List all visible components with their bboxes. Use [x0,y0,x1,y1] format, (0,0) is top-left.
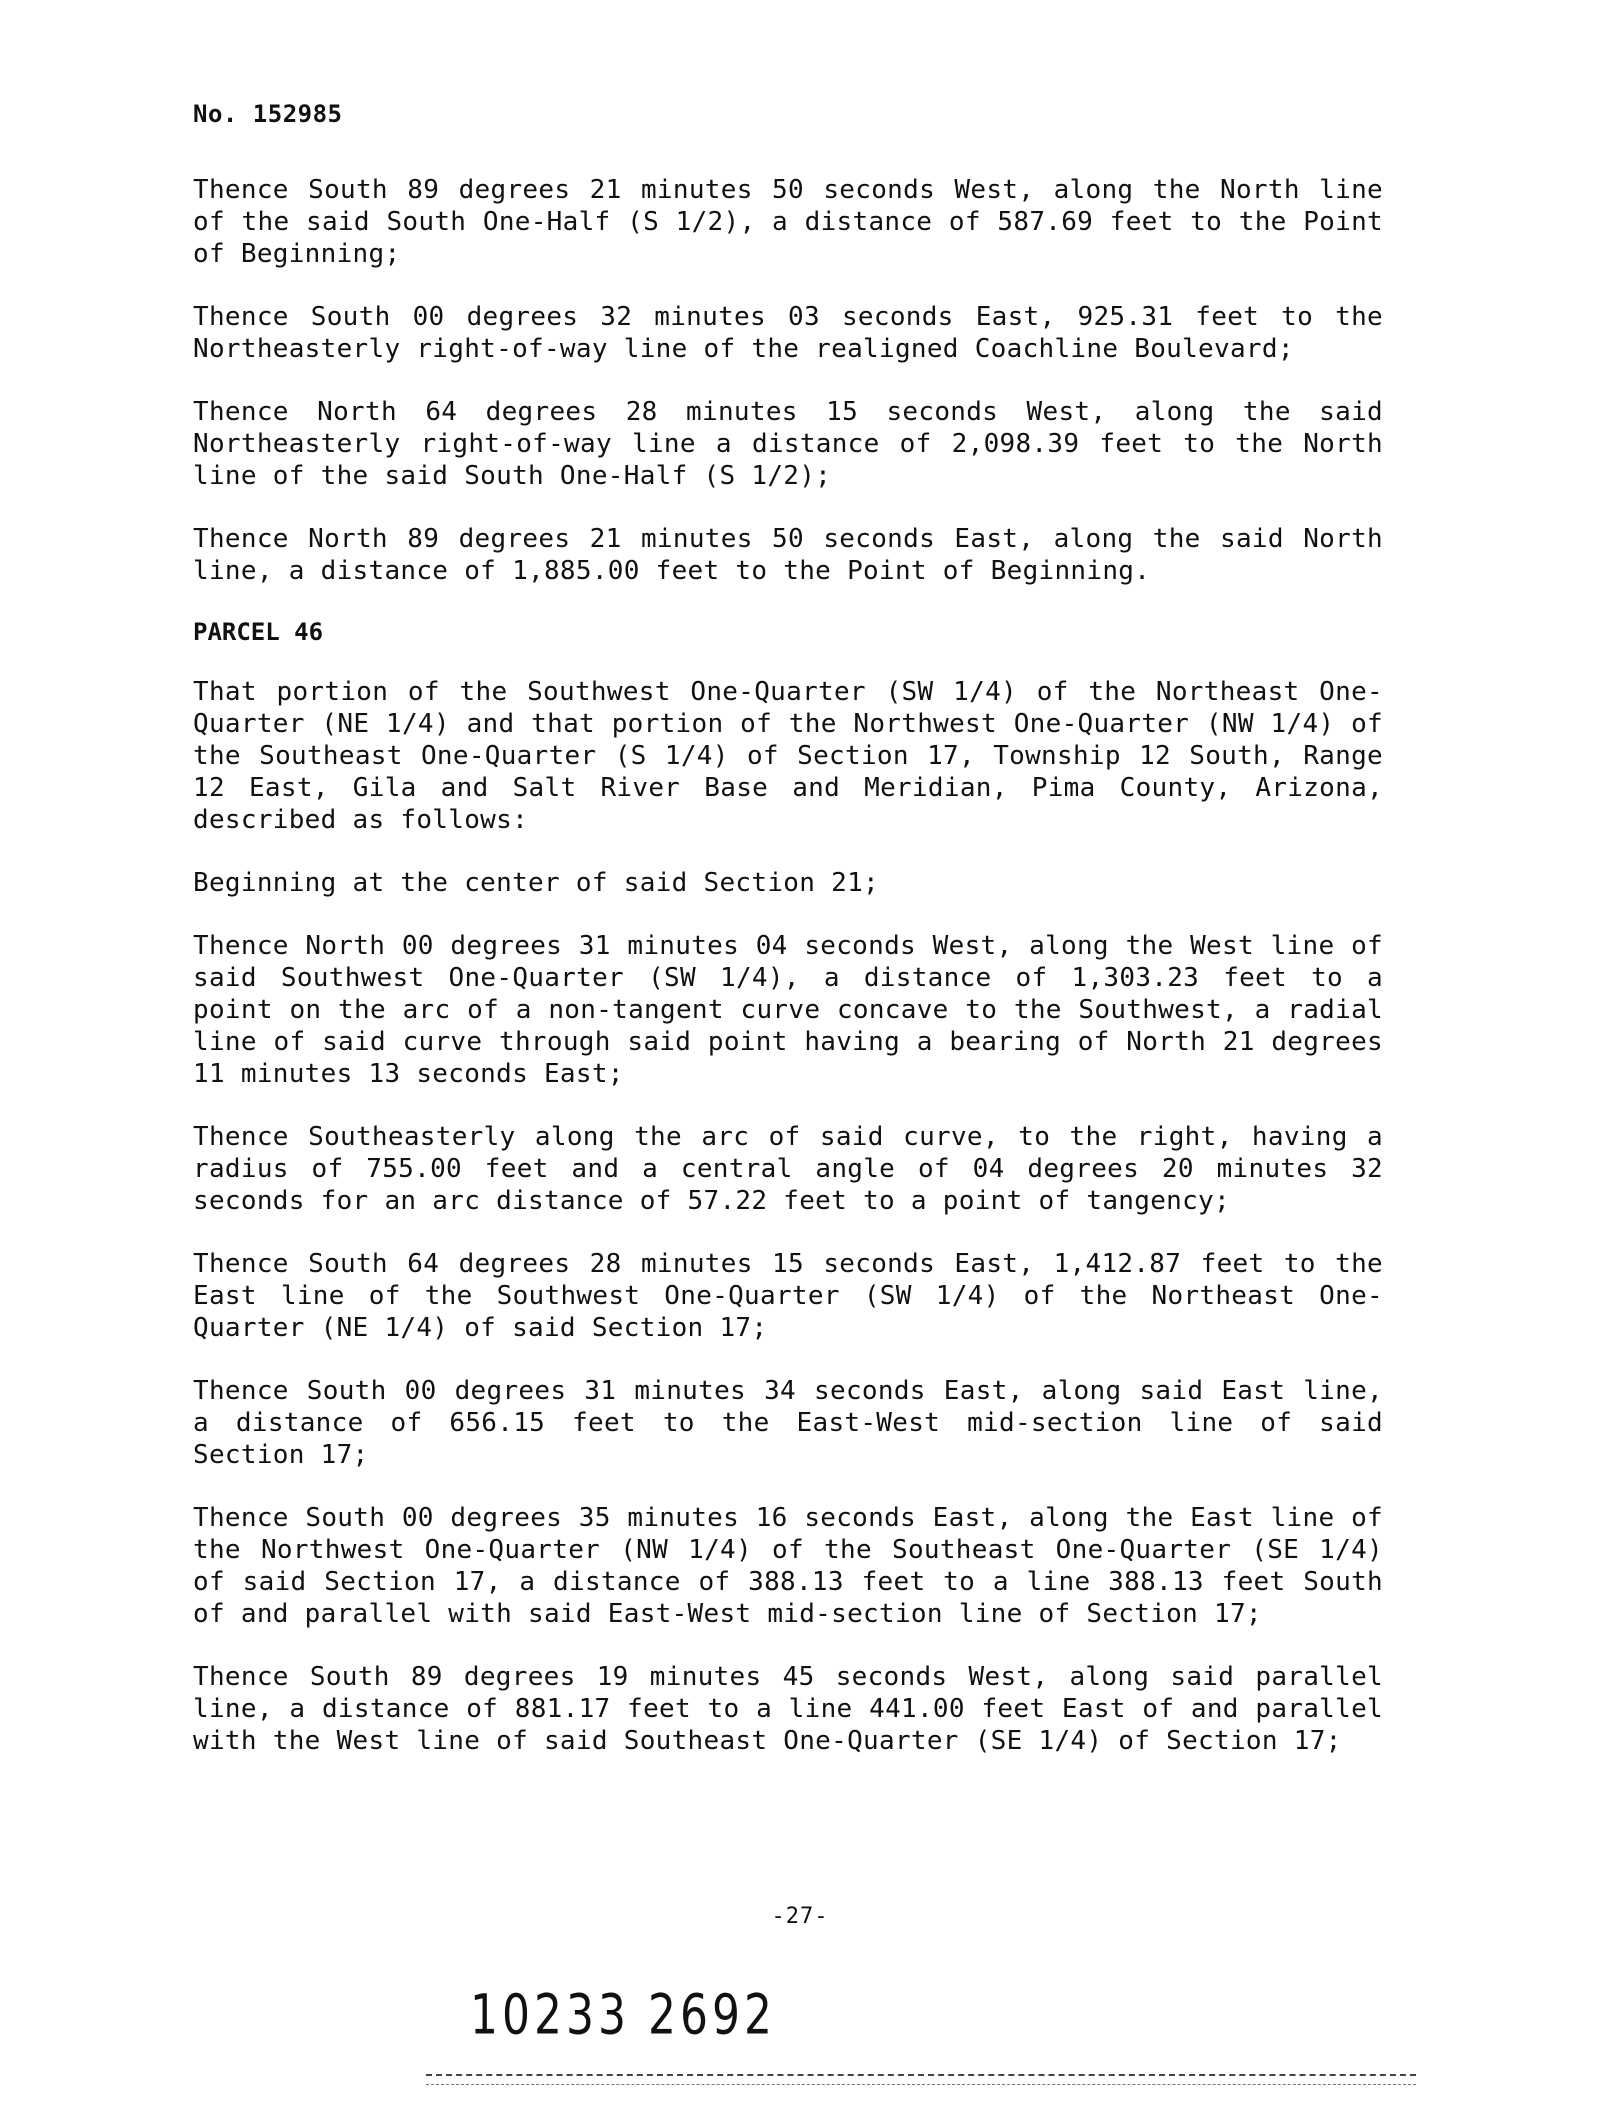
paragraph-course-10: Thence South 89 degrees 19 minutes 45 seconds West, along said parallel line, a distance of 881.17 feet to a line 441.00 feet East of and parallel with the West line of said Southeast One-Quarter (SE 1/4) of Section 17; [193,1662,1383,1756]
paragraph-course-3: Thence North 64 degrees 28 minutes 15 seconds West, along the said Northeasterly right-of-way line a distance of 2,098.39 feet to the North line of the said South One-Half (S 1/2); [193,397,1383,491]
paragraph-course-2: Thence South 00 degrees 32 minutes 03 seconds East, 925.31 feet to the Northeasterly right-of-way line of the realigned Coachline Boulevard; [193,302,1383,364]
paragraph-course-6: Thence Southeasterly along the arc of said curve, to the right, having a radius of 755.00 feet and a central angle of 04 degrees 20 minutes 32 seconds for an arc distance of 57.22 feet to a point of tangency; [193,1122,1383,1216]
paragraph-course-9: Thence South 00 degrees 35 minutes 16 seconds East, along the East line of the Northwest One-Quarter (NW 1/4) of the Southeast One-Quarter (SE 1/4) of said Section 17, a distance of 388.13 feet to a line 388.13 feet South of and parallel with said East-West mid-section line of Section 17; [193,1503,1383,1629]
paragraph-course-1: Thence South 89 degrees 21 minutes 50 seconds West, along the North line of the said South One-Half (S 1/2), a distance of 587.69 feet to the Point of Beginning; [193,175,1383,269]
recording-stamp: 10233 2692 [470,1983,776,2048]
footer-rule-secondary [426,2084,1416,2085]
parcel-heading: PARCEL 46 [193,618,324,646]
footer-rule [426,2074,1416,2076]
paragraph-course-7: Thence South 64 degrees 28 minutes 15 seconds East, 1,412.87 feet to the East line of the Southwest One-Quarter (SW 1/4) of the Northeast One-Quarter (NE 1/4) of said Section 17; [193,1249,1383,1343]
page-number: -27- [771,1904,829,1929]
paragraph-course-8: Thence South 00 degrees 31 minutes 34 seconds East, along said East line, a distance of 656.15 feet to the East-West mid-section line of said Section 17; [193,1376,1383,1470]
paragraph-course-4: Thence North 89 degrees 21 minutes 50 seconds East, along the said North line, a distance of 1,885.00 feet to the Point of Beginning. [193,524,1383,586]
document-body [193,100,1383,1788]
paragraph-course-5: Thence North 00 degrees 31 minutes 04 seconds West, along the West line of said Southwest One-Quarter (SW 1/4), a distance of 1,303.23 feet to a point on the arc of a non-tangent curve concave to the Southwest, a radial line of said curve through said point having a bearing of North 21 degrees 11 minutes 13 seconds East; [193,931,1383,1089]
paragraph-point-of-beginning: Beginning at the center of said Section 21; [193,868,879,898]
paragraph-parcel-description: That portion of the Southwest One-Quarter (SW 1/4) of the Northeast One-Quarter (NE 1/4) and that portion of the Northwest One-Quarter (NW 1/4) of the Southeast One-Quarter (S 1/4) of Section 17, Township 12 South, Range 12 East, Gila and Salt River Base and Meridian, Pima County, Arizona, described as follows: [193,677,1383,835]
document-number: No. 152985 [193,100,343,128]
